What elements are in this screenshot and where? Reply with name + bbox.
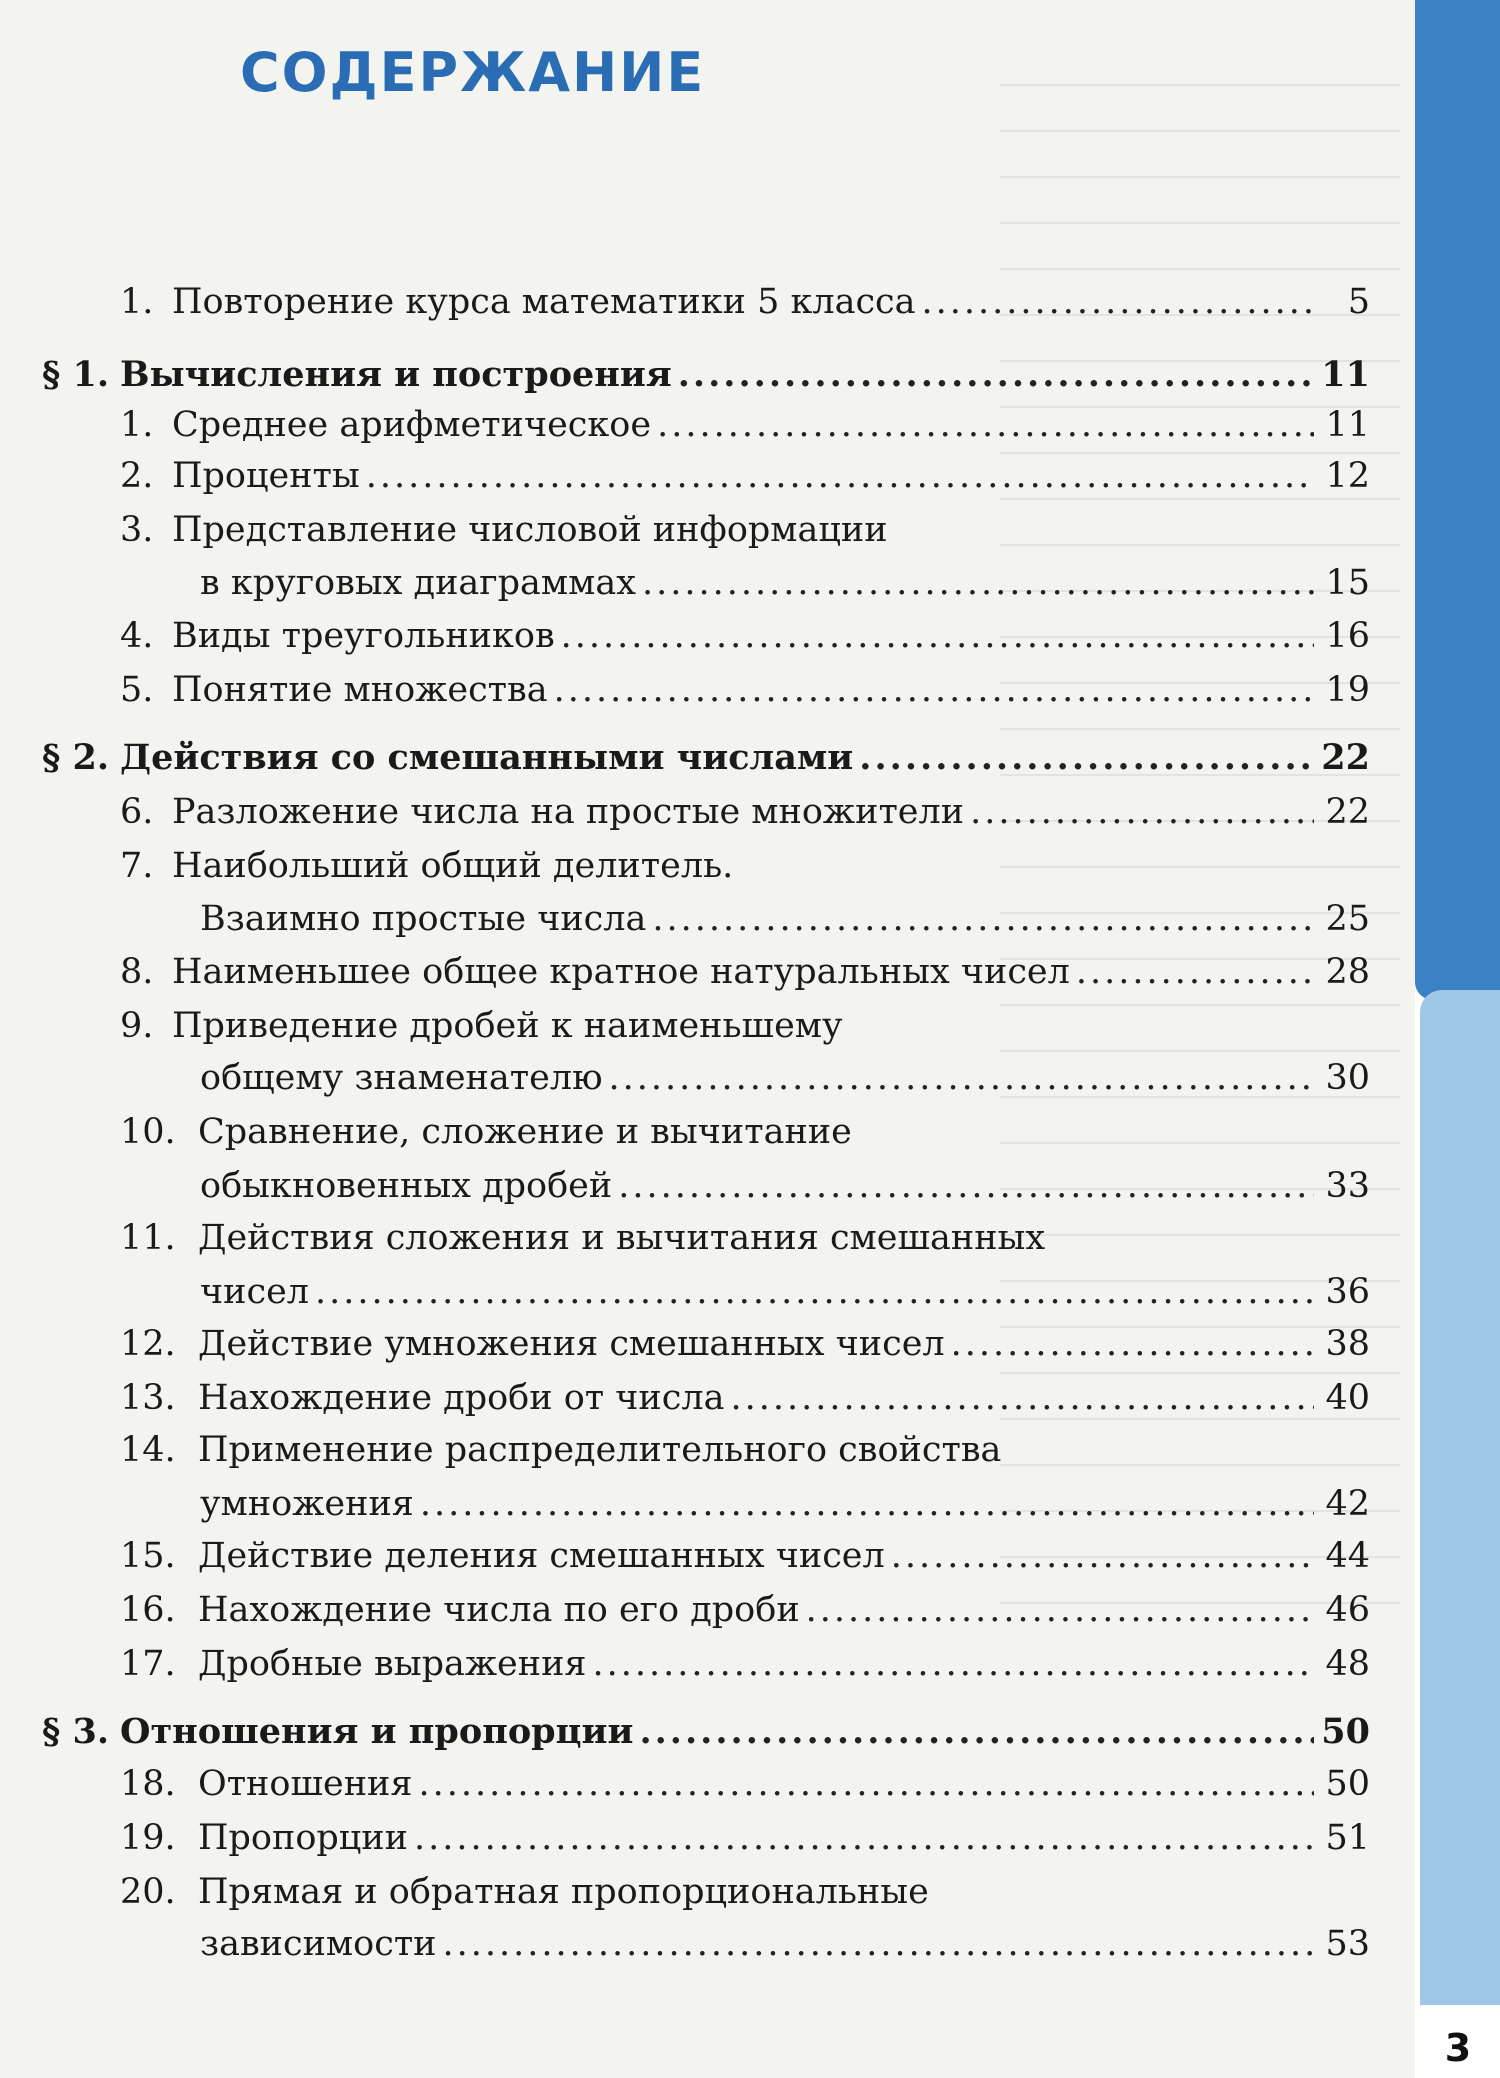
dot-leader [730, 1372, 1314, 1424]
toc-entry [0, 399, 1370, 451]
toc-page-number: 15 [1325, 563, 1370, 603]
toc-body [200, 1478, 1370, 1530]
toc-body [198, 1424, 1001, 1476]
dot-leader [922, 276, 1314, 328]
toc-body [200, 1918, 1370, 1970]
toc-entry [0, 1758, 1370, 1810]
toc-number: 1. [120, 405, 154, 445]
toc-title: Наибольший общий делитель. [172, 846, 734, 886]
toc-number: 3. [120, 510, 154, 550]
toc-body [198, 1638, 1370, 1690]
toc-entry [0, 1106, 1370, 1158]
toc-title: Проценты [172, 456, 360, 496]
toc-entry [0, 1424, 1370, 1476]
toc-page-number: 11 [1325, 405, 1370, 445]
toc-body [120, 349, 1370, 401]
toc-entry [0, 1866, 1370, 1918]
toc-body [172, 840, 733, 892]
toc-body [120, 1706, 1370, 1758]
toc-body [200, 1052, 1370, 1104]
dot-leader [561, 610, 1314, 662]
toc-body [200, 893, 1370, 945]
toc-page-number: 30 [1325, 1058, 1370, 1098]
toc-entry [0, 1318, 1370, 1370]
toc-title: Нахождение числа по его дроби [198, 1590, 800, 1630]
dot-leader [639, 1706, 1314, 1758]
toc-number: 6. [120, 792, 154, 832]
toc-page-number: 25 [1325, 899, 1370, 939]
toc-title: Вычисления и построения [120, 354, 672, 395]
toc-title: Действия со смешанными числами [120, 737, 854, 778]
toc-number: 9. [120, 1006, 154, 1046]
toc-body [172, 610, 1370, 662]
toc-number: 14. [120, 1430, 176, 1470]
toc-entry [0, 1478, 1370, 1530]
toc-body [172, 946, 1370, 998]
toc-entry [0, 946, 1370, 998]
toc-number: § 1. [42, 354, 110, 395]
toc-body [198, 1372, 1370, 1424]
dot-leader [951, 1318, 1314, 1370]
toc-entry [0, 664, 1370, 716]
toc-number: 19. [120, 1818, 176, 1858]
toc-title: Пропорции [198, 1818, 408, 1858]
toc-body [198, 1758, 1370, 1810]
toc-title: Отношения и пропорции [120, 1711, 634, 1752]
toc-entry [0, 840, 1370, 892]
toc-number: 15. [120, 1536, 176, 1576]
toc-page-number: 53 [1325, 1924, 1370, 1964]
toc-page-number: 38 [1325, 1324, 1370, 1364]
toc-entry [0, 557, 1370, 609]
toc-title: умножения [200, 1484, 414, 1524]
dot-leader [678, 349, 1314, 401]
toc-number: 13. [120, 1378, 176, 1418]
toc-page-number: 40 [1325, 1378, 1370, 1418]
toc-entry [0, 1266, 1370, 1318]
toc-number: 5. [120, 670, 154, 710]
toc-number: 7. [120, 846, 154, 886]
toc-title: Действие деления смешанных чисел [198, 1536, 885, 1576]
toc-number: 20. [120, 1872, 176, 1912]
dot-leader [554, 664, 1314, 716]
toc-page-number: 19 [1325, 670, 1370, 710]
toc-title: в круговых диаграммах [200, 563, 636, 603]
toc-body [198, 1106, 852, 1158]
toc-page-number: 22 [1325, 792, 1370, 832]
toc-number: 11. [120, 1218, 176, 1258]
toc-entry [0, 1160, 1370, 1212]
toc-body [120, 732, 1370, 784]
toc-page-number: 22 [1321, 737, 1370, 778]
toc-title: Наименьшее общее кратное натуральных чисел [172, 952, 1070, 992]
toc-title: обыкновенных дробей [200, 1166, 613, 1206]
dot-leader [1076, 946, 1314, 998]
toc-title: Сравнение, сложение и вычитание [198, 1112, 852, 1152]
toc-entry [0, 1052, 1370, 1104]
dot-leader [315, 1266, 1314, 1318]
toc-entry [0, 1918, 1370, 1970]
toc-body [172, 399, 1370, 451]
toc-section [0, 349, 1370, 401]
toc-number: 17. [120, 1644, 176, 1684]
toc-number: 4. [120, 616, 154, 656]
toc-title: Приведение дробей к наименьшему [172, 1006, 843, 1046]
side-tab-blue [1415, 0, 1500, 1000]
toc-entry [0, 1372, 1370, 1424]
toc-title: Среднее арифметическое [172, 405, 652, 445]
toc-page-number: 42 [1325, 1484, 1370, 1524]
toc-body [200, 1160, 1370, 1212]
toc-entry [0, 1812, 1370, 1864]
toc-title: Отношения [198, 1764, 413, 1804]
toc-page-number: 16 [1325, 616, 1370, 656]
toc-page-number: 28 [1325, 952, 1370, 992]
dot-leader [443, 1918, 1314, 1970]
toc-body [200, 1266, 1370, 1318]
toc-number: 16. [120, 1590, 176, 1630]
dot-leader [891, 1530, 1314, 1582]
toc-body [172, 1000, 843, 1052]
toc-entry [0, 893, 1370, 945]
toc-entry [0, 1000, 1370, 1052]
toc-title: Прямая и обратная пропорциональные [198, 1872, 929, 1912]
toc-number: 10. [120, 1112, 176, 1152]
toc-page-number: 36 [1325, 1272, 1370, 1312]
toc-entry [0, 276, 1370, 328]
page-number: 3 [1444, 2026, 1472, 2070]
toc-title: общему знаменателю [200, 1058, 603, 1098]
dot-leader [366, 450, 1314, 502]
dot-leader [642, 557, 1314, 609]
dot-leader [414, 1812, 1314, 1864]
toc-section [0, 732, 1370, 784]
side-tab-light [1420, 990, 1500, 2005]
toc-title: Применение распределительного свойства [198, 1430, 1002, 1470]
toc-title: Повторение курса математики 5 класса [172, 282, 916, 322]
dot-leader [970, 786, 1314, 838]
toc-title: чисел [200, 1272, 310, 1312]
toc-entry [0, 1530, 1370, 1582]
dot-leader [652, 893, 1314, 945]
toc-number: 2. [120, 456, 154, 496]
toc-number: § 2. [42, 737, 110, 778]
toc-body [172, 450, 1370, 502]
toc-entry [0, 786, 1370, 838]
toc-entry [0, 610, 1370, 662]
toc-page-number: 50 [1321, 1711, 1370, 1752]
toc-title: зависимости [200, 1924, 437, 1964]
toc-number: 8. [120, 952, 154, 992]
toc-body [198, 1812, 1370, 1864]
toc-entry [0, 450, 1370, 502]
toc-body [198, 1318, 1370, 1370]
dot-leader [418, 1758, 1314, 1810]
toc-body [200, 557, 1370, 609]
toc-page-number: 44 [1325, 1536, 1370, 1576]
toc-page-number: 51 [1325, 1818, 1370, 1858]
toc-number: 1. [120, 282, 154, 322]
toc-page-number: 33 [1325, 1166, 1370, 1206]
toc-title: Нахождение дроби от числа [198, 1378, 725, 1418]
dot-leader [859, 732, 1314, 784]
toc-entry [0, 1638, 1370, 1690]
dot-leader [420, 1478, 1314, 1530]
toc-title: Действия сложения и вычитания смешанных [198, 1218, 1046, 1258]
toc-body [172, 504, 888, 556]
toc-body [172, 276, 1370, 328]
toc-page-number: 12 [1325, 456, 1370, 496]
toc-title: Разложение числа на простые множители [172, 792, 965, 832]
toc-title: Понятие множества [172, 670, 548, 710]
toc-title: Взаимно простые числа [200, 899, 647, 939]
toc-body [172, 664, 1370, 716]
toc-title: Виды треугольников [172, 616, 555, 656]
toc-page-number: 48 [1325, 1644, 1370, 1684]
toc-body [198, 1866, 929, 1918]
toc-section [0, 1706, 1370, 1758]
toc-body [198, 1212, 1045, 1264]
toc-page-number: 46 [1325, 1590, 1370, 1630]
toc-entry [0, 504, 1370, 556]
dot-leader [806, 1584, 1314, 1636]
dot-leader [657, 399, 1314, 451]
dot-leader [593, 1638, 1314, 1690]
page-title: СОДЕРЖАНИЕ [240, 41, 706, 104]
toc-entry [0, 1212, 1370, 1264]
dot-leader [618, 1160, 1314, 1212]
toc-page-number: 50 [1325, 1764, 1370, 1804]
toc-title: Действие умножения смешанных чисел [198, 1324, 945, 1364]
toc-entry [0, 1584, 1370, 1636]
toc-title: Представление числовой информации [172, 510, 888, 550]
toc-page-number: 11 [1321, 354, 1370, 395]
dot-leader [609, 1052, 1314, 1104]
toc-body [198, 1584, 1370, 1636]
toc-page-number: 5 [1347, 282, 1370, 322]
toc-number: 12. [120, 1324, 176, 1364]
toc-title: Дробные выражения [198, 1644, 587, 1684]
toc-number: § 3. [42, 1711, 110, 1752]
toc-body [198, 1530, 1370, 1582]
toc-number: 18. [120, 1764, 176, 1804]
toc-body [172, 786, 1370, 838]
